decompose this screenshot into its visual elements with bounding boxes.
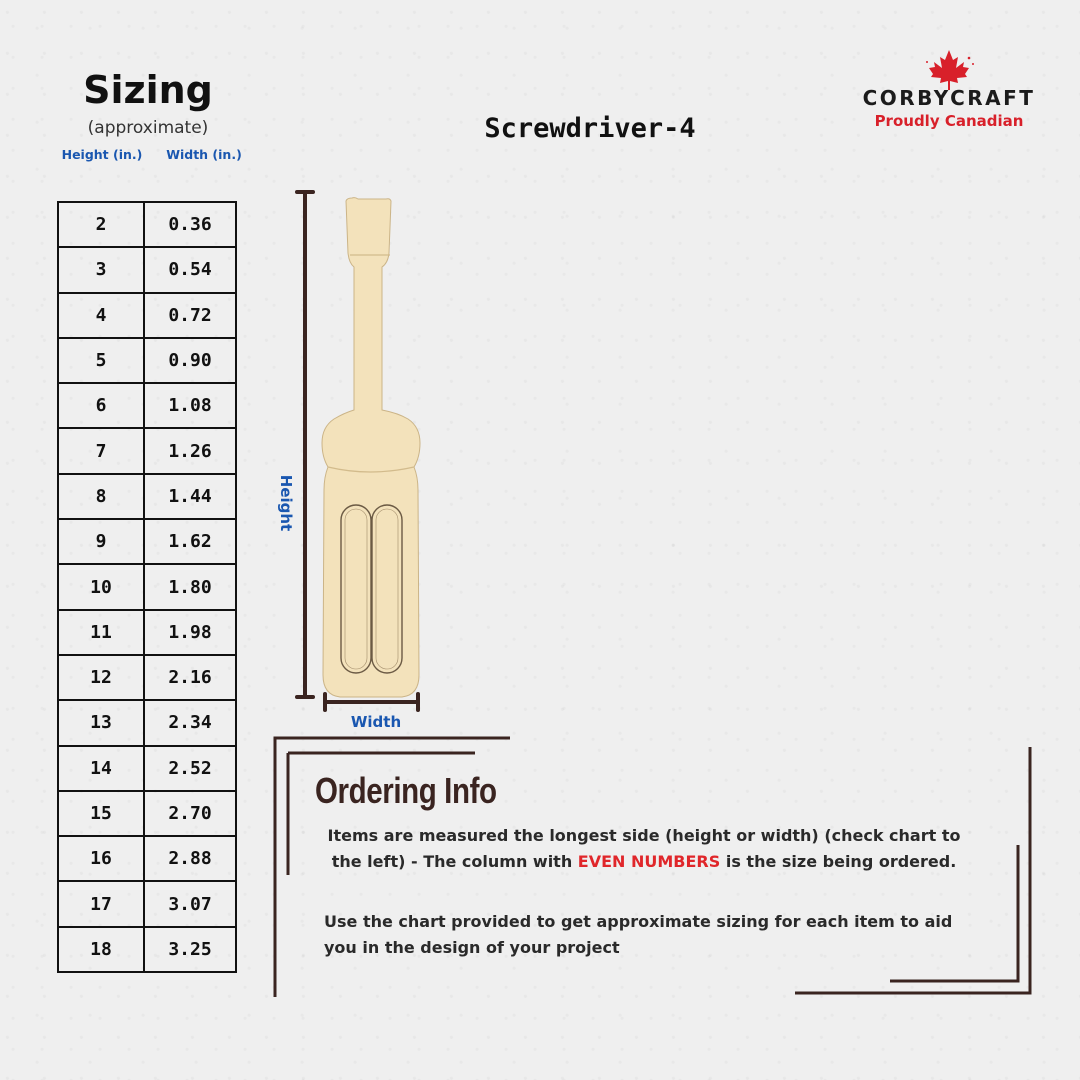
height-cell: 13 bbox=[58, 700, 144, 745]
width-cell: 2.52 bbox=[144, 746, 236, 791]
height-cell: 12 bbox=[58, 655, 144, 700]
height-cell: 14 bbox=[58, 746, 144, 791]
width-cell: 1.62 bbox=[144, 519, 236, 564]
height-cell: 10 bbox=[58, 564, 144, 609]
ordering-paragraph-2: Use the chart provided to get approximate sizing for each item to aid you in the design of your project bbox=[324, 912, 953, 957]
height-cell: 18 bbox=[58, 927, 144, 972]
ordering-title: Ordering Info bbox=[315, 770, 497, 811]
height-cell: 9 bbox=[58, 519, 144, 564]
brand-name: CORBYCRAFT bbox=[862, 86, 1036, 110]
ordering-p1-text-end: is the size being ordered. bbox=[720, 852, 957, 871]
height-cell: 16 bbox=[58, 836, 144, 881]
width-label: Width bbox=[350, 713, 402, 731]
table-row bbox=[58, 881, 236, 926]
width-cell: 3.07 bbox=[144, 881, 236, 926]
table-row bbox=[58, 927, 236, 972]
column-header-height: Height (in.) bbox=[61, 147, 143, 162]
table-row bbox=[58, 474, 236, 519]
width-cell: 2.16 bbox=[144, 655, 236, 700]
width-cell: 1.98 bbox=[144, 610, 236, 655]
brand-tagline: Proudly Canadian bbox=[874, 112, 1024, 130]
sizing-title: Sizing bbox=[83, 68, 213, 112]
height-cell: 8 bbox=[58, 474, 144, 519]
table-row bbox=[58, 791, 236, 836]
width-cell: 0.72 bbox=[144, 293, 236, 338]
table-row bbox=[58, 746, 236, 791]
product-title: Screwdriver-4 bbox=[484, 113, 696, 144]
table-row bbox=[58, 519, 236, 564]
ordering-paragraph-1 bbox=[318, 823, 970, 875]
height-cell: 5 bbox=[58, 338, 144, 383]
height-cell: 15 bbox=[58, 791, 144, 836]
sizing-subtitle: (approximate) bbox=[87, 118, 209, 138]
height-cell: 3 bbox=[58, 247, 144, 292]
ordering-p1-text: Items are measured the longest side (height or width) (check chart to the left) - The column with bbox=[327, 826, 961, 871]
table-row bbox=[58, 293, 236, 338]
table-row bbox=[58, 564, 236, 609]
table-row bbox=[58, 610, 236, 655]
size-table-body bbox=[58, 202, 236, 972]
width-cell: 1.44 bbox=[144, 474, 236, 519]
height-cell: 17 bbox=[58, 881, 144, 926]
table-row bbox=[58, 428, 236, 473]
width-cell: 3.25 bbox=[144, 927, 236, 972]
height-dimension-line bbox=[297, 192, 313, 697]
table-row bbox=[58, 338, 236, 383]
column-header-width: Width (in.) bbox=[166, 147, 242, 162]
width-cell: 1.26 bbox=[144, 428, 236, 473]
table-row bbox=[58, 383, 236, 428]
screwdriver-shape bbox=[322, 198, 420, 697]
table-row bbox=[58, 655, 236, 700]
size-table bbox=[57, 201, 237, 973]
width-cell: 2.88 bbox=[144, 836, 236, 881]
width-cell: 1.08 bbox=[144, 383, 236, 428]
height-label: Height bbox=[277, 474, 295, 532]
height-cell: 11 bbox=[58, 610, 144, 655]
width-cell: 0.54 bbox=[144, 247, 236, 292]
table-row bbox=[58, 700, 236, 745]
width-cell: 1.80 bbox=[144, 564, 236, 609]
height-cell: 4 bbox=[58, 293, 144, 338]
table-row bbox=[58, 202, 236, 247]
table-row bbox=[58, 836, 236, 881]
height-cell: 6 bbox=[58, 383, 144, 428]
even-numbers-highlight: EVEN NUMBERS bbox=[577, 852, 721, 871]
height-cell: 7 bbox=[58, 428, 144, 473]
screwdriver-figure bbox=[270, 185, 440, 735]
height-cell: 2 bbox=[58, 202, 144, 247]
width-cell: 0.90 bbox=[144, 338, 236, 383]
table-row bbox=[58, 247, 236, 292]
width-cell: 2.70 bbox=[144, 791, 236, 836]
width-cell: 0.36 bbox=[144, 202, 236, 247]
width-cell: 2.34 bbox=[144, 700, 236, 745]
